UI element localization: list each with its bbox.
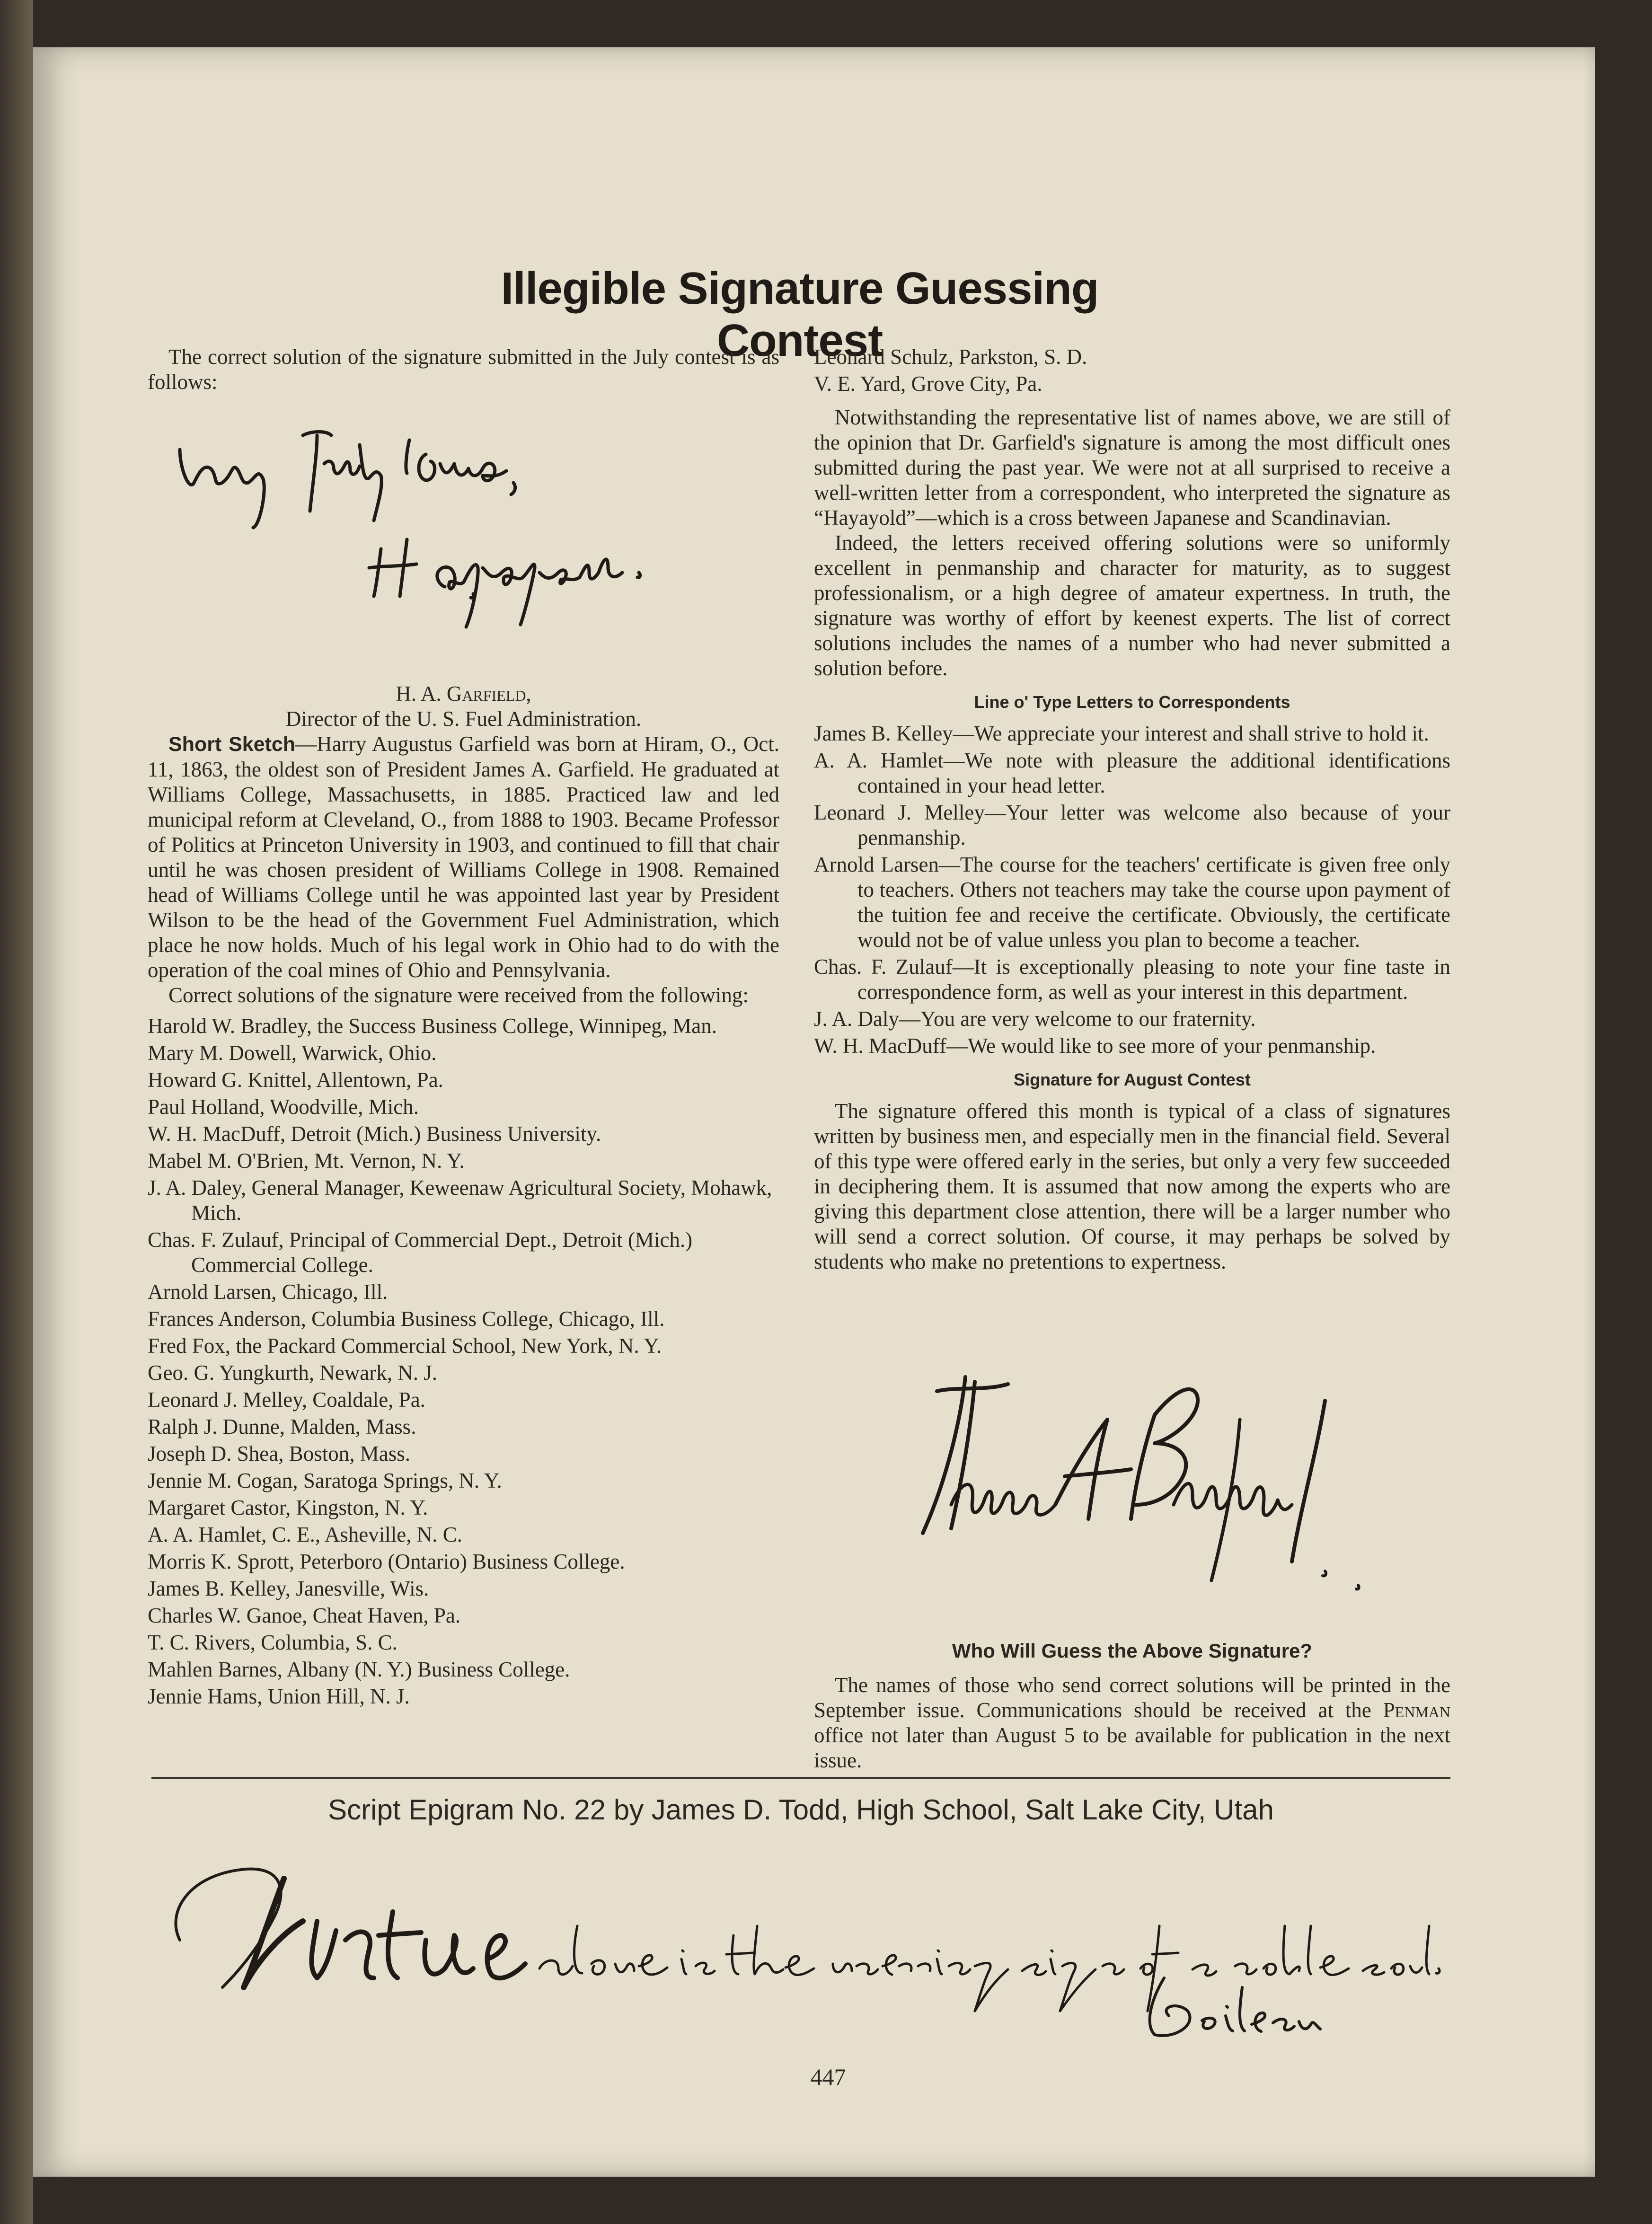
list-item: Arnold Larsen, Chicago, Ill. [148,1280,388,1304]
who-will-guess-heading: Who Will Guess the Above Signature? [952,1640,1313,1662]
list-item: Harold W. Bradley, the Success Business College, Winnipeg, Man. [148,1014,717,1038]
page-number: 447 [810,2064,846,2090]
intro-paragraph: The correct solution of the signature submitted in the July contest is as follows: [148,345,779,394]
who-paragraph-part-2: office not later than August 5 to be available for publication in the next issue. [814,1723,1450,1772]
left-column [148,344,779,395]
list-item: James B. Kelley, Janesville, Wis. [148,1577,429,1600]
list-item: Mary M. Dowell, Warwick, Ohio. [148,1041,437,1065]
letter-item: Chas. F. Zulauf—It is exceptionally pleasing to note your fine taste in correspondence form, as well as your interest in this department. [814,955,1450,1004]
who-will-guess-block [814,1673,1450,1773]
list-item: Howard G. Knittel, Allentown, Pa. [148,1068,443,1092]
script-epigram-image [161,1845,1448,2044]
list-item: Mabel M. O'Brien, Mt. Vernon, N. Y. [148,1149,465,1173]
right-column [814,344,1450,1274]
list-item: Mahlen Barnes, Albany (N. Y.) Business College. [148,1658,570,1681]
correct-solutions-intro: Correct solutions of the signature were received from the following: [168,983,749,1007]
letter-item: Arnold Larsen—The course for the teachers' certificate is given free only to teachers. Others not teachers may take the course upon payment of the tuition fee and receive the certificate. Obviously, the certificate would not be of value unless you plan to become a teacher. [814,853,1450,952]
short-sketch-label: Short Sketch [168,733,296,756]
list-item: A. A. Hamlet, C. E., Asheville, N. C. [148,1523,462,1546]
list-item: V. E. Yard, Grove City, Pa. [814,372,1042,396]
list-item: Jennie M. Cogan, Saratoga Springs, N. Y. [148,1469,502,1492]
solvers-list [148,1014,779,1709]
penman-name: Penman [1383,1698,1451,1722]
list-item: Frances Anderson, Columbia Business College, Chicago, Ill. [148,1307,665,1331]
garfield-signature-image [161,416,729,644]
list-item: Chas. F. Zulauf, Principal of Commercial Dept., Detroit (Mich.) Commercial College. [148,1228,693,1277]
list-item: Jennie Hams, Union Hill, N. J. [148,1685,410,1708]
list-item: Joseph D. Shea, Boston, Mass. [148,1442,411,1465]
list-item: Morris K. Sprott, Peterboro (Ontario) Business College. [148,1550,625,1573]
list-item: Leonard J. Melley, Coaldale, Pa. [148,1388,425,1412]
letter-item: James B. Kelley—We appreciate your interest and shall strive to hold it. [814,722,1429,745]
letter-item: J. A. Daly—You are very welcome to our fraternity. [814,1007,1256,1031]
page-title: Illegible Signature Guessing Contest [501,263,1099,366]
list-item: Margaret Castor, Kingston, N. Y. [148,1496,428,1519]
august-heading: Signature for August Contest [1014,1070,1251,1089]
letter-item: Leonard J. Melley—Your letter was welcome also because of your penmanship. [814,801,1450,849]
solvers-list-continued [814,344,1450,397]
commentary-paragraph-1: Notwithstanding the representative list of names above, we are still of the opinion that Dr. Garfield's signature is among the most difficult ones submitted during the past year. We were not at all surprised to receive a well-written letter from a correspondent, who interpreted the signature as “Hayayold”—which is a cross between Japanese and Scandinavian. [814,406,1450,530]
epigram-title: Script Epigram No. 22 by James D. Todd, High School, Salt Lake City, Utah [328,1794,1274,1826]
list-item: T. C. Rivers, Columbia, S. C. [148,1631,398,1654]
list-item: Geo. G. Yungkurth, Newark, N. J. [148,1361,437,1385]
sketch-block [148,732,779,1711]
list-item: Paul Holland, Woodville, Mich. [148,1095,419,1119]
letters-heading: Line o' Type Letters to Correspondents [974,692,1290,712]
list-item: Leonard Schulz, Parkston, S. D. [814,345,1087,369]
signature-caption [148,681,779,732]
letter-item: A. A. Hamlet—We note with pleasure the additional identifications contained in your head letter. [814,749,1450,797]
august-signature-image [909,1363,1372,1609]
list-item: J. A. Daley, General Manager, Keweenaw Agricultural Society, Mohawk, Mich. [148,1176,772,1225]
book-gutter [0,0,33,2224]
list-item: Ralph J. Dunne, Malden, Mass. [148,1415,416,1439]
section-divider [151,1777,1450,1779]
list-item: Fred Fox, the Packard Commercial School, New York, N. Y. [148,1334,662,1358]
august-paragraph: The signature offered this month is typical of a class of signatures written by business men, and especially men in the financial field. Several of this type were offered early in the series, but only a very few succeeded in deciphering them. It is assumed that now among the experts who are giving this department close attention, there will be a larger number who will send a correct solution. Of course, it may perhaps be solved by students who make no pretentions to expertness. [814,1099,1450,1273]
who-paragraph-part-1: The names of those who send correct solutions will be printed in the September issue. Communications should be received at the [814,1673,1450,1722]
commentary-paragraph-2: Indeed, the letters received offering solutions were so uniformly excellent in penmanship and character for maturity, as to suggest professionalism, or a high degree of amateur expertness. In truth, the signature was worthy of effort by keenest experts. The list of correct solutions includes the names of a number who had never submitted a solution before. [814,531,1450,680]
short-sketch-text: —Harry Augustus Garfield was born at Hiram, O., Oct. 11, 1863, the oldest son of President James A. Garfield. He graduated at Williams College, Massachusetts, in 1885. Practiced law and led municipal reform at Cleveland, O., from 1888 to 1903. Became Professor of Politics at Princeton University in 1903, and continued to fill that chair until he was chosen president of Williams College in 1908. Remained head of Williams College until he was appointed last year by President Wilson to be the head of the Government Fuel Administration, which place he now holds. Much of his legal work in Ohio had to do with the operation of the coal mines of Ohio and Pennsylvania. [148,732,780,982]
signer-name: H. A. Garfield, [396,682,531,706]
signer-role: Director of the U. S. Fuel Administration. [285,707,642,731]
list-item: W. H. MacDuff, Detroit (Mich.) Business University. [148,1122,601,1146]
letters-list [814,721,1450,1059]
list-item: Charles W. Ganoe, Cheat Haven, Pa. [148,1604,461,1627]
letter-item: W. H. MacDuff—We would like to see more of your penmanship. [814,1034,1376,1058]
